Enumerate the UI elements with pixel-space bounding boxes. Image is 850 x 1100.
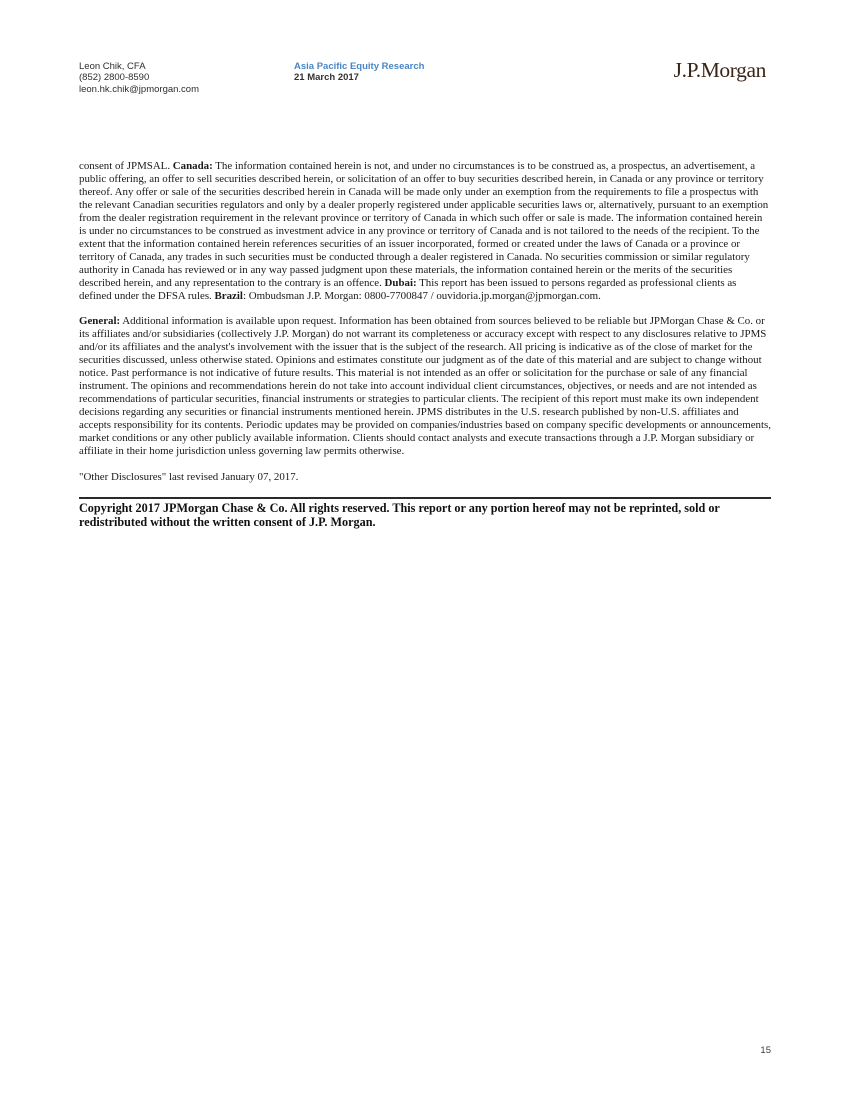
divider-rule: [79, 497, 771, 499]
disclaimer-paragraph-general: General: Additional information is available upon request. Information has been obtained from sources believed to be reliable but JPMorgan Chase & Co. or its affiliates and/or subsidiaries (collectively J.P. Morgan) do not warrant its completeness or accuracy except with respect to any disclosures relative to JPMS and/or its affiliates and the analyst's involvement with the issuer that is the subject of the research. All pricing is indicative as of the close of market for the securities discussed, unless otherwise stated. Opinions and estimates constitute our judgment as of the date of this material and are subject to change without notice. Past performance is not indicative of future results. This material is not intended as an offer or solicitation for the purchase or sale of any financial instrument. The opinions and recommendations herein do not take into account individual client circumstances, objectives, or needs and are not intended as recommendations of particular securities, financial instruments or strategies to particular clients. The recipient of this report must make its own independent decisions regarding any securities or financial instruments mentioned herein. JPMS distributes in the U.S. research published by non-U.S. affiliates and accepts responsibility for its contents. Periodic updates may be provided on companies/industries based on company specific developments or announcements, market conditions or any other publicly available information. Clients should contact analysts and execute transactions through a J.P. Morgan subsidiary or affiliate in their home jurisdiction unless governing law permits otherwise.: [79, 315, 771, 458]
jpmorgan-logo: J.P.Morgan: [673, 58, 766, 82]
copyright-notice: Copyright 2017 JPMorgan Chase & Co. All rights reserved. This report or any portion hereof may not be reprinted, sold or redistributed without the written consent of J.P. Morgan.: [79, 500, 720, 529]
report-meta-block: [294, 61, 424, 84]
analyst-email: leon.hk.chik@jpmorgan.com: [79, 83, 200, 95]
analyst-name: Leon Chik, CFA: [79, 61, 146, 72]
analyst-contact-block: [79, 61, 199, 95]
report-date: 21 March 2017: [294, 72, 359, 84]
division-title: Asia Pacific Equity Research: [294, 61, 425, 72]
disclaimer-body: [79, 160, 771, 543]
analyst-phone: (852) 2800-8590: [79, 72, 150, 84]
page-number: 15: [760, 1045, 771, 1056]
other-disclosures-note: "Other Disclosures" last revised January 07, 2017.: [79, 470, 299, 483]
disclaimer-paragraph-canada: consent of JPMSAL. Canada: The information contained herein is not, and under no circumstances is to be construed as, a prospectus, an advertisement, a public offering, an offer to sell securities described herein, or solicitation of an offer to buy securities described herein, in Canada or any province or territory thereof. Any offer or sale of the securities described herein in Canada will be made only under an exemption from the requirements to file a prospectus with the relevant Canadian securities regulators and only by a dealer properly registered under applicable securities laws or, alternatively, pursuant to an exemption from the dealer registration requirement in the relevant province or territory of Canada in which such offer or sale is made. The information contained herein is under no circumstances to be construed as investment advice in any province or territory of Canada and is not tailored to the needs of the recipient. To the extent that the information contained herein references securities of an issuer incorporated, formed or created under the laws of Canada or a province or territory of Canada, any trades in such securities must be conducted through a dealer registered in Canada. No securities commission or similar regulatory authority in Canada has reviewed or in any way passed judgment upon these materials, the information contained herein or the merits of the securities described herein, and any representation to the contrary is an offence. Dubai: This report has been issued to persons regarded as professional clients as defined under the DFSA rules. Brazil: Ombudsman J.P. Morgan: 0800-7700847 / ouvidoria.jp.morgan@jpmorgan.com.: [79, 160, 769, 302]
